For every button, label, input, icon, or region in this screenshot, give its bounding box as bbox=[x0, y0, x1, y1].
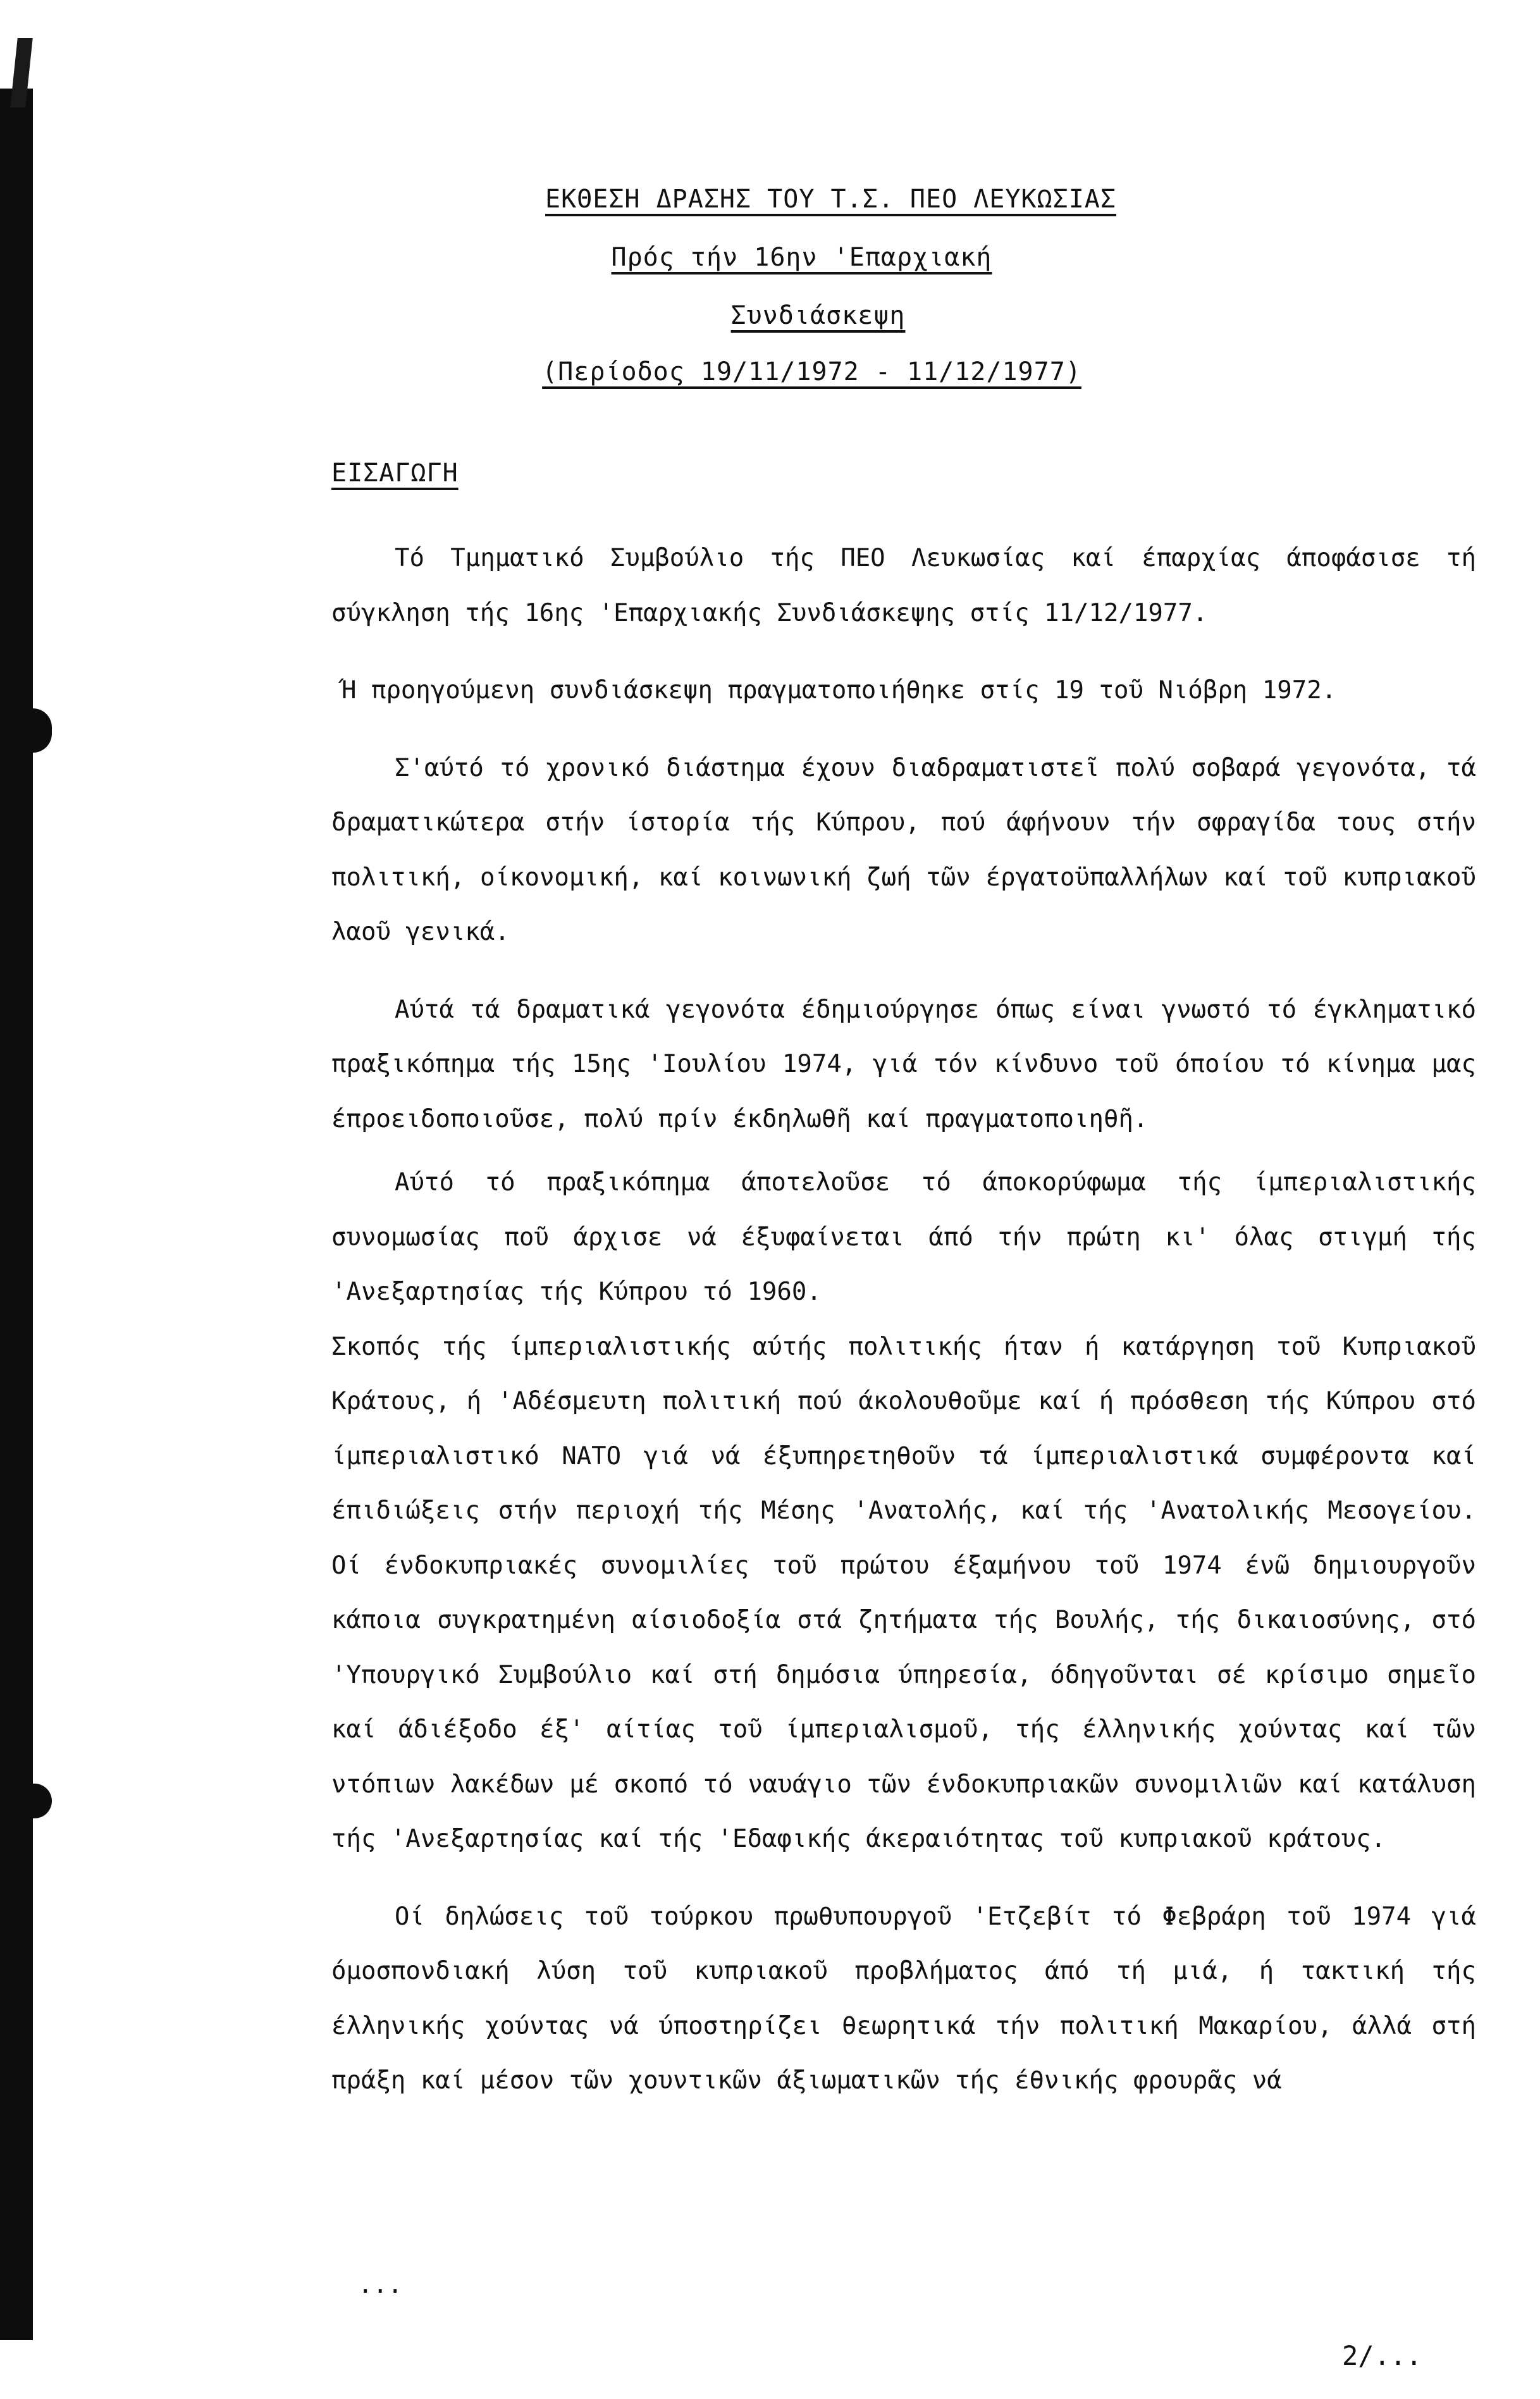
paragraph: Οί δηλώσεις τοῦ τούρκου πρωθυπουργοῦ 'Ετζεβίτ τό Φεβράρη τοῦ 1974 γιά όμοσπονδιακή λύση τοῦ κυπριακοῦ προβλήματος άπό τή μιά, ή τακτική τής έλληνικής χούντας νά ύποστηρίζει θεωρητικά τήν πολιτική Μακαρίου, άλλά στή πράξη καί μέσον τῶν χουντικῶν άξιωματικῶν τής έθνικής φρουρᾶς νά bbox=[331, 1902, 1476, 2095]
page-marker: 2/... bbox=[1342, 2340, 1422, 2371]
document-subtitle-line2: Συνδιάσκεψη bbox=[730, 301, 906, 330]
scan-binding-shadow bbox=[0, 89, 33, 2340]
document-period: (Περίοδος 19/11/1972 - 11/12/1977) bbox=[542, 357, 1081, 386]
paragraph: Σ'αύτό τό χρονικό διάστημα έχουν διαδραματιστεῖ πολύ σοβαρά γεγονότα, τά δραματικώτερα στήν ίστορία τής Κύπρου, πού άφήνουν τήν σφραγίδα τους στήν πολιτική, οίκονομική, καί κοινωνική ζωή τῶν έργατοϋπαλλήλων καί τοῦ κυπριακοῦ λαοῦ γενικά. bbox=[331, 753, 1476, 946]
scan-binding-notch bbox=[33, 1784, 52, 1818]
paragraph: Τό Τμηματικό Συμβούλιο τής ΠΕΟ Λευκωσίας καί έπαρχίας άποφάσισε τή σύγκληση τής 16ης 'Επαρχιακής Συνδιάσκεψης στίς 11/12/1977. bbox=[331, 544, 1476, 627]
scan-binding-notch bbox=[33, 708, 52, 753]
document-title: ΕΚΘΕΣΗ ΔΡΑΣΗΣ ΤΟΥ Τ.Σ. ΠΕΟ ΛΕΥΚΩΣΙΑΣ bbox=[545, 185, 1116, 214]
paragraph: Ή προηγούμενη συνδιάσκεψη πραγματοποιήθηκε στίς 19 τοῦ Νιόβρη 1972. bbox=[342, 676, 1337, 705]
paragraph: Αύτά τά δραματικά γεγονότα έδημιούργησε όπως είναι γνωστό τό έγκληματικό πραξικόπημα τής 15ης 'Ιουλίου 1974, γιά τόν κίνδυνο τοῦ όποίου τό κίνημα μας έπροειδοποιοῦσε, πολύ πρίν έκδηλωθῆ καί πραγματοποιηθῆ. bbox=[331, 995, 1476, 1133]
body-text bbox=[331, 531, 1476, 2109]
paragraph: Σκοπός τής ίμπεριαλιστικής αύτής πολιτικής ήταν ή κατάργηση τοῦ Κυπριακοῦ Κράτους, ή 'Αδέσμευτη πολιτική πού άκολουθοῦμε καί ή πρόσθεση τής Κύπρου στό ίμπεριαλιστικό ΝΑΤΟ γιά νά έξυπηρετηθοῦν τά ίμπεριαλιστικά συμφέροντα καί έπιδιώξεις στήν περιοχή τής Μέσης 'Ανατολής, καί τής 'Ανατολικής Μεσογείου. Οί ένδοκυπριακές συνομιλίες τοῦ πρώτου έξαμήνου τοῦ 1974 ένῶ δημιουργοῦν κάποια συγκρατημένη αίσιοδοξία στά ζητήματα τής Βουλής, τής δικαιοσύνης, στό 'Υπουργικό Συμβούλιο καί στή δημόσια ύπηρεσία, όδηγοῦνται σέ κρίσιμο σημεῖο καί άδιέξοδο έξ' αίτίας τοῦ ίμπεριαλισμοῦ, τής έλληνικής χούντας καί τῶν ντόπιων λακέδων μέ σκοπό τό ναυάγιο τῶν ένδοκυπριακῶν συνομιλιῶν καί κατάλυση τής 'Ανεξαρτησίας καί τής 'Εδαφικής άκεραιότητας τοῦ κυπριακοῦ κράτους. bbox=[331, 1332, 1476, 1853]
document-subtitle-line1: Πρός τήν 16ην 'Επαρχιακή bbox=[611, 243, 992, 272]
section-title-introduction: ΕΙΣΑΓΩΓΗ bbox=[331, 459, 459, 488]
continuation-mark: ... bbox=[358, 2271, 403, 2299]
paragraph: Αύτό τό πραξικόπημα άποτελοῦσε τό άποκορύφωμα τής ίμπεριαλιστικής συνομωσίας ποῦ άρχισε νά έξυφαίνεται άπό τήν πρώτη κι' όλας στιγμή τής 'Ανεξαρτησίας τής Κύπρου τό 1960. bbox=[331, 1168, 1476, 1306]
